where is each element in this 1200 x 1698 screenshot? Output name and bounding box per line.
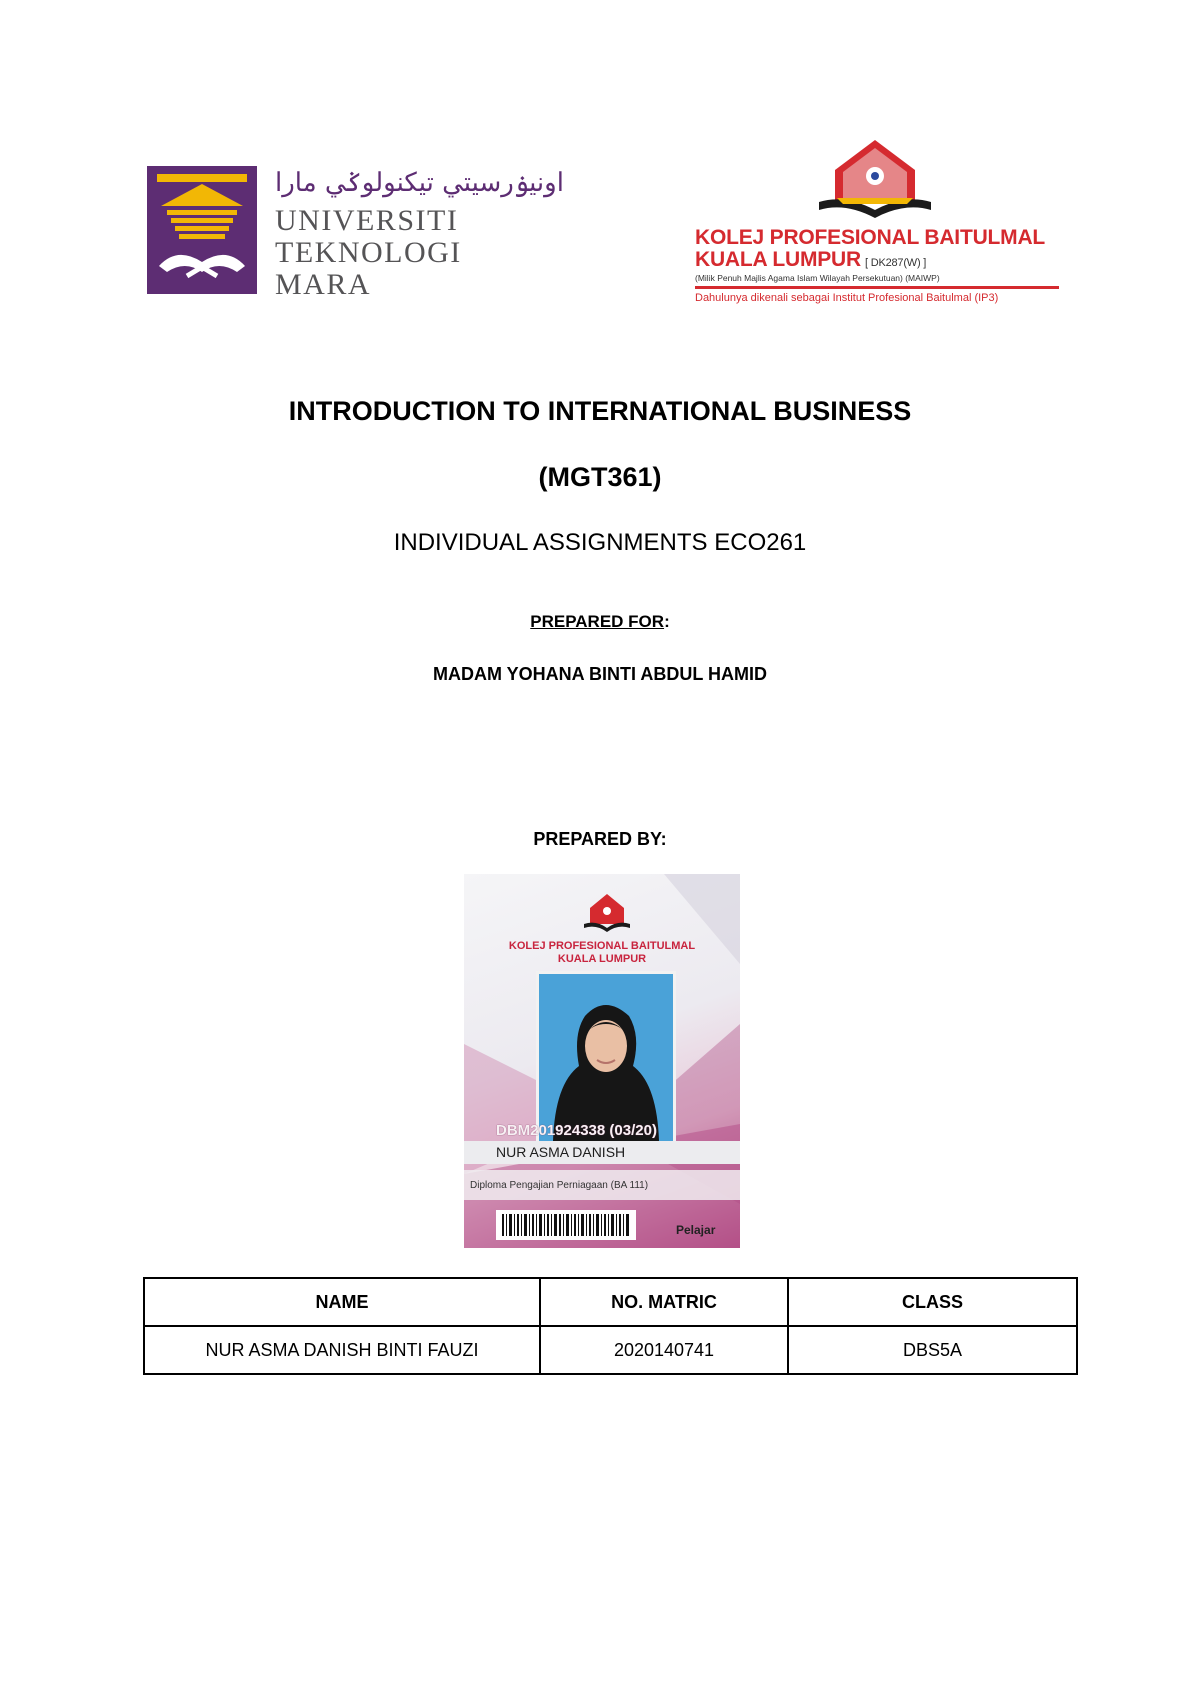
kpb-ownership: (Milik Penuh Majlis Agama Islam Wilayah Persekutuan) (MAIWP) [695, 273, 940, 283]
kpb-formerly: Dahulunya dikenali sebagai Institut Profesional Baitulmal (IP3) [695, 292, 999, 304]
header-name: NAME [144, 1278, 540, 1326]
barcode-icon [496, 1210, 636, 1240]
prepared-for-label [0, 612, 1200, 632]
card-college-emblem-icon [582, 894, 632, 932]
card-student-name: NUR ASMA DANISH [496, 1144, 626, 1160]
uitm-jawi-text: اونيۏرسيتي تيكنولوݢي مارا [275, 168, 564, 198]
document-title: INTRODUCTION TO INTERNATIONAL BUSINESS [288, 396, 912, 426]
uitm-logo [147, 166, 564, 301]
prepared-for-colon: : [664, 612, 670, 631]
card-college-line1: KOLEJ PROFESIONAL BAITULMAL [508, 940, 696, 952]
kpb-emblem-icon [815, 140, 935, 222]
lecturer-name: MADAM YOHANA BINTI ABDUL HAMID [433, 664, 767, 684]
kpb-registration: [ DK287(W) ] [864, 257, 927, 269]
header-matric: NO. MATRIC [540, 1278, 788, 1326]
course-code: (MGT361) [538, 462, 662, 492]
cell-matric: 2020140741 [540, 1326, 788, 1374]
kpb-name-line2 [695, 248, 926, 272]
card-student-id: DBM201924338 (03/20) [496, 1122, 657, 1139]
prepared-for-text: PREPARED FOR [530, 612, 665, 631]
uitm-word-2: TEKNOLOGI [275, 236, 462, 269]
student-portrait-icon [539, 974, 673, 1141]
assignment-subtitle: INDIVIDUAL ASSIGNMENTS ECO261 [393, 529, 807, 556]
card-role: Pelajar [676, 1223, 716, 1237]
uitm-emblem-icon [147, 166, 257, 294]
header-class: CLASS [788, 1278, 1077, 1326]
student-id-card [464, 874, 740, 1248]
table-header-row [144, 1278, 1077, 1326]
uitm-word-1: UNIVERSITI [275, 204, 459, 237]
kpb-divider [695, 286, 1059, 289]
card-college-line2: KUALA LUMPUR [557, 953, 647, 965]
kpb-name-city: KUALA LUMPUR [695, 248, 861, 271]
cell-class: DBS5A [788, 1326, 1077, 1374]
kpb-name-line1: KOLEJ PROFESIONAL BAITULMAL [695, 226, 1046, 249]
kpb-logo [695, 140, 1065, 310]
student-photo [536, 971, 676, 1144]
table-row [144, 1326, 1077, 1374]
cell-name: NUR ASMA DANISH BINTI FAUZI [144, 1326, 540, 1374]
card-course: Diploma Pengajian Perniagaan (BA 111) [470, 1180, 649, 1191]
prepared-by-label: PREPARED BY: [533, 829, 667, 849]
uitm-word-3: MARA [275, 268, 372, 301]
student-info-table [143, 1277, 1078, 1375]
